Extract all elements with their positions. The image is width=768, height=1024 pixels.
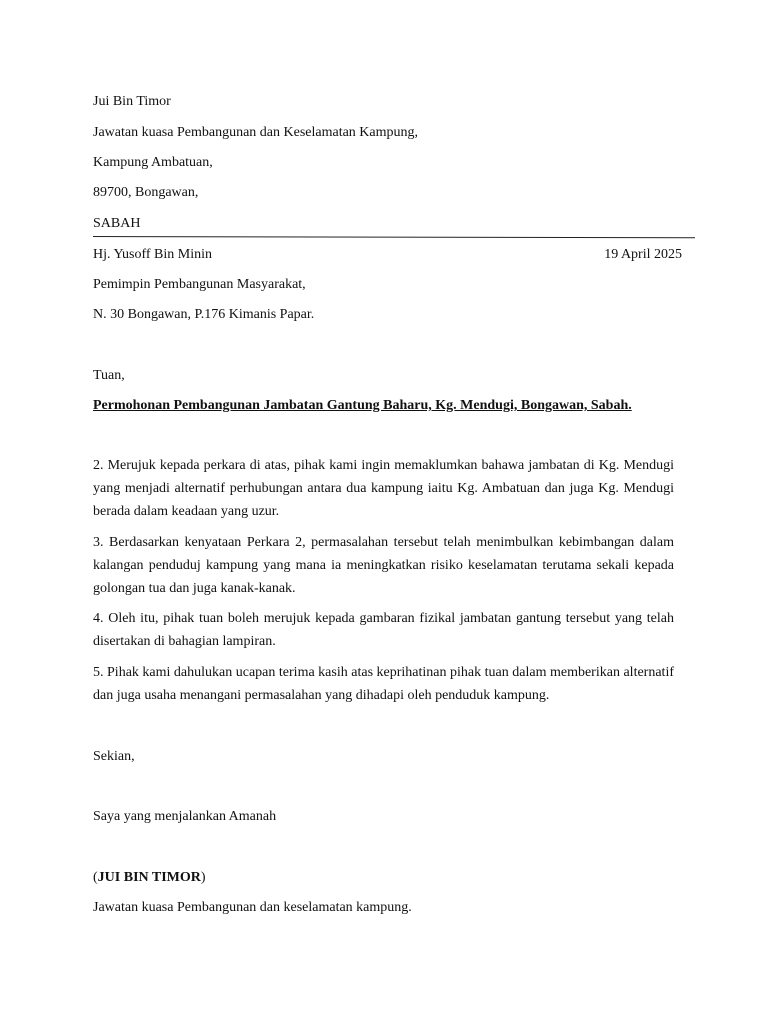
paragraph-2: 2. Merujuk kepada perkara di atas, pihak kami ingin memaklumkan bahawa jambatan di Kg. Mendugi yang menjadi alternatif perhubungan antara dua kampung iaitu Kg. Ambatuan dan juga Kg. Mendugi berada dalam keadaan yang uzur. bbox=[93, 458, 674, 519]
paragraph-4: 4. Oleh itu, pihak tuan boleh merujuk kepada gambaran fizikal jambatan gantung tersebut yang telah disertakan di bahagian lampiran. bbox=[93, 611, 674, 649]
paragraph-5: 5. Pihak kami dahulukan ucapan terima kasih atas keprihatinan pihak tuan dalam memberikan alternatif dan juga usaha menangani permasalahan yang dihadapi oleh penduduk kampung. bbox=[93, 665, 674, 703]
header-divider bbox=[93, 236, 695, 238]
signature-name: JUI BIN TIMOR bbox=[97, 870, 201, 885]
sender-address-line1: Kampung Ambatuan, bbox=[93, 155, 213, 170]
closing-phrase: Saya yang menjalankan Amanah bbox=[93, 809, 277, 824]
sender-position: Jawatan kuasa Pembangunan dan Keselamatan Kampung, bbox=[93, 125, 419, 140]
recipient-address: N. 30 Bongawan, P.176 Kimanis Papar. bbox=[93, 307, 315, 322]
signature-position: Jawatan kuasa Pembangunan dan keselamatan kampung. bbox=[93, 900, 412, 915]
sender-address-line2: 89700, Bongawan, bbox=[93, 185, 199, 200]
signature-block bbox=[93, 869, 206, 887]
salutation: Tuan, bbox=[93, 368, 125, 383]
sender-state: SABAH bbox=[93, 216, 141, 231]
letter-subject: Permohonan Pembangunan Jambatan Gantung Baharu, Kg. Mendugi, Bongawan, Sabah. bbox=[93, 398, 632, 413]
paragraph-3: 3. Berdasarkan kenyataan Perkara 2, permasalahan tersebut telah menimbulkan kebimbangan dalam kalangan penduduj kampung yang mana ia meningkatkan risiko keselamatan terutama sekali kepada golongan tua dan juga kanak-kanak. bbox=[93, 535, 674, 596]
signature-open-paren: ( bbox=[93, 870, 98, 885]
recipient-name: Hj. Yusoff Bin Minin bbox=[93, 247, 213, 262]
recipient-position: Pemimpin Pembangunan Masyarakat, bbox=[93, 277, 306, 292]
signature-close-paren: ) bbox=[200, 870, 206, 885]
sender-name: Jui Bin Timor bbox=[93, 94, 171, 109]
closing: Sekian, bbox=[93, 749, 135, 764]
letter-date: 19 April 2025 bbox=[604, 247, 682, 262]
